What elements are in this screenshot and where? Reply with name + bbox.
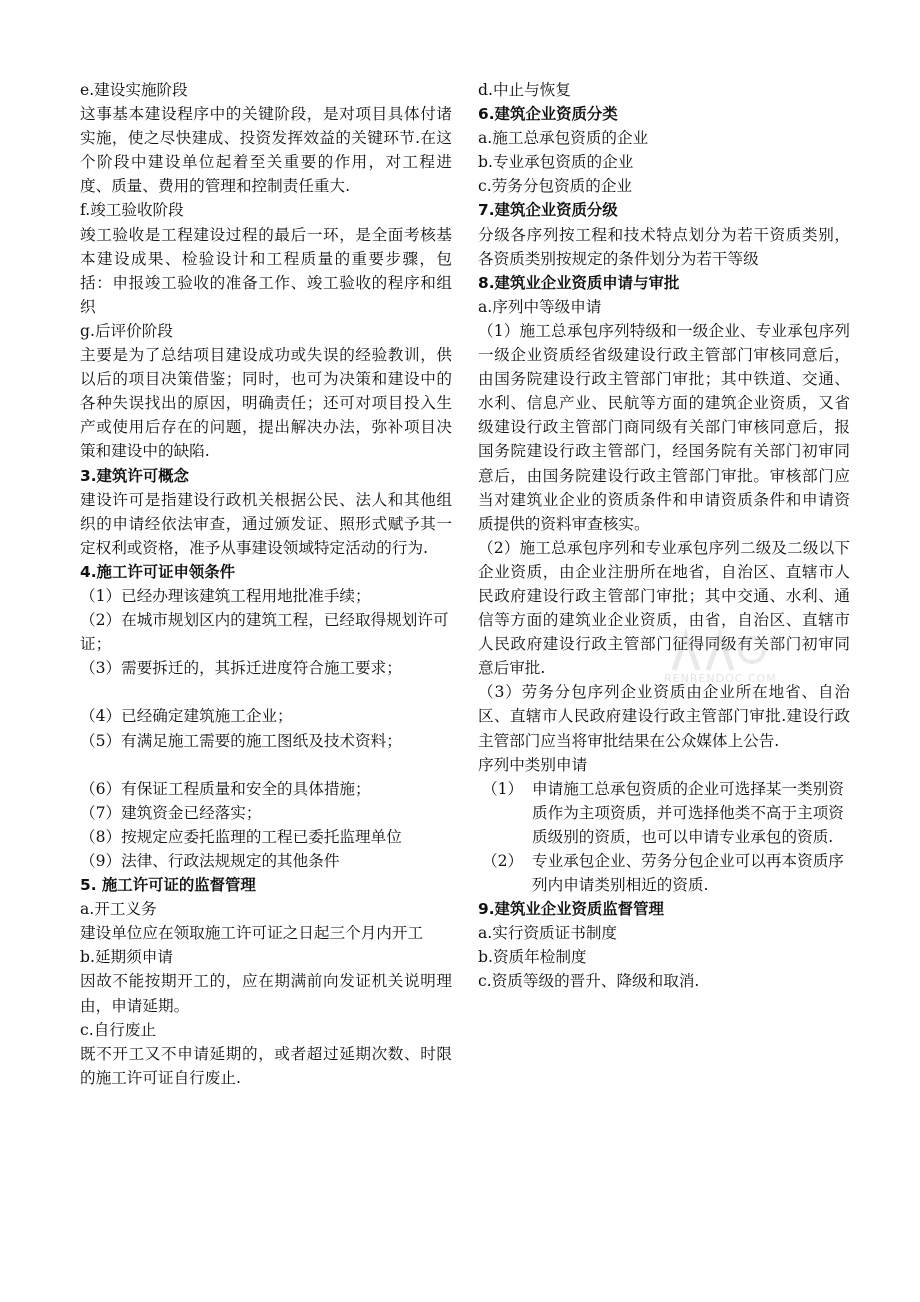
section-6-heading: 6.建筑企业资质分类 bbox=[478, 105, 618, 124]
stage-g-title: g.后评价阶段 bbox=[80, 321, 173, 340]
section-3-body: 建设许可是指建设行政机关根据公民、法人和其他组织的申请经依法审查，通过颁发证、照形式赋予其一定权利或资格，准予从事建设领域特定活动的行为. bbox=[80, 490, 452, 557]
left-column bbox=[80, 78, 452, 1090]
spacer bbox=[80, 753, 452, 777]
category-item bbox=[478, 777, 850, 849]
approval-paragraph-3: （3）劳务分包序列企业资质由企业所在地省、自治区、直辖市人民政府建设行政主管部门审批.建设行政主管部门应当将审批结果在公众媒体上公告. bbox=[478, 683, 850, 750]
section-4-heading: 4.施工许可证申领条件 bbox=[80, 562, 236, 581]
supervision-item: b.资质年检制度 bbox=[478, 948, 587, 967]
section-8-heading: 8.建筑业企业资质申请与审批 bbox=[478, 273, 680, 292]
subsection-a-title: a.开工义务 bbox=[80, 900, 157, 919]
category-item bbox=[478, 849, 850, 897]
watermark-text: RENRENDOC.COM bbox=[664, 672, 777, 685]
subsection-a-title: a.序列中等级申请 bbox=[478, 297, 602, 316]
condition-item: （9）法律、行政法规规定的其他条件 bbox=[80, 852, 340, 870]
section-3-heading: 3.建筑许可概念 bbox=[80, 466, 189, 485]
classification-item: b.专业承包资质的企业 bbox=[478, 153, 634, 172]
right-column bbox=[478, 78, 850, 994]
subsection-d-title: d.中止与恢复 bbox=[478, 81, 571, 99]
supervision-item: c.资质等级的晋升、降级和取消. bbox=[478, 972, 700, 991]
spacer bbox=[80, 680, 452, 704]
stage-g-body: 主要是为了总结项目建设成功或失误的经验教训，供以后的项目决策借鉴；同时，也可为决策和建设中的各种失误找出的原因，明确责任；还可对项目投入生产或使用后存在的问题，提出解决办法，弥补项目决策和建设中的缺陷. bbox=[80, 346, 452, 461]
category-application-title: 序列中类别申请 bbox=[478, 755, 588, 774]
condition-item: （1）已经办理该建筑工程用地批准手续； bbox=[80, 586, 371, 605]
condition-item: （6）有保证工程质量和安全的具体措施； bbox=[80, 779, 371, 798]
classification-item: a.施工总承包资质的企业 bbox=[478, 129, 649, 148]
category-item-text: 申请施工总承包资质的企业可选择某一类别资质作为主项资质，并可选择他类不高于主项资质级别的资质，也可以申请专业承包的资质. bbox=[532, 779, 844, 846]
stage-e-body: 这事基本建设程序中的关键阶段，是对项目具体付诸实施，使之尽快建成、投资发挥效益的关键环节.在这个阶段中建设单位起着至关重要的作用，对工程进度、质量、费用的管理和控制责任重大. bbox=[80, 105, 452, 196]
approval-paragraph-2: （2）施工总承包序列和专业承包序列二级及二级以下企业资质，由企业注册所在地省，自治区、直辖市人民政府建设行政主管部门审批；其中交通、水利、通信等方面的建筑业企业资质，由省，自治区、直辖市人民政府建设行政主管部门征得同级有关部门初审同意后审批. bbox=[478, 538, 850, 678]
subsection-b-body: 因故不能按期开工的，应在期满前向发证机关说明理由，申请延期。 bbox=[80, 972, 452, 1015]
subsection-a-body: 建设单位应在领取施工许可证之日起三个月内开工 bbox=[80, 924, 424, 943]
condition-item: （8）按规定应委托监理的工程已委托监理单位 bbox=[80, 827, 402, 846]
classification-item: c.劳务分包资质的企业 bbox=[478, 177, 633, 196]
section-7-body: 分级各序列按工程和技术特点划分为若干资质类别，各资质类别按规定的条件划分为若干等级 bbox=[478, 225, 850, 268]
condition-item: （3）需要拆迁的，其拆迁进度符合施工要求； bbox=[80, 659, 402, 678]
supervision-item: a.实行资质证书制度 bbox=[478, 924, 618, 943]
category-item-number: （2） bbox=[482, 852, 524, 870]
section-9-heading: 9.建筑业企业资质监督管理 bbox=[478, 900, 664, 919]
stage-e-title: e.建设实施阶段 bbox=[80, 81, 188, 99]
stage-f-body: 竣工验收是工程建设过程的最后一环，是全面考核基本建设成果、检验设计和工程质量的重要步骤，包括：申报竣工验收的准备工作、竣工验收的程序和组织 bbox=[80, 225, 452, 316]
section-7-heading: 7.建筑企业资质分级 bbox=[478, 201, 618, 220]
condition-item: （2）在城市规划区内的建筑工程，已经取得规划许可证； bbox=[80, 611, 449, 654]
condition-item: （4）已经确定建筑施工企业； bbox=[80, 707, 293, 726]
subsection-b-title: b.延期须申请 bbox=[80, 948, 173, 967]
stage-f-title: f.竣工验收阶段 bbox=[80, 201, 184, 220]
condition-item: （7）建筑资金已经落实； bbox=[80, 803, 262, 822]
subsection-c-body: 既不开工又不申请延期的，或者超过延期次数、时限的施工许可证自行废止. bbox=[80, 1044, 452, 1087]
category-item-text: 专业承包企业、劳务分包企业可以再本资质序列内申请类别相近的资质. bbox=[532, 852, 844, 895]
condition-item: （5）有满足施工需要的施工图纸及技术资料； bbox=[80, 731, 402, 750]
subsection-c-title: c.自行废止 bbox=[80, 1020, 157, 1039]
approval-paragraph-1: （1）施工总承包序列特级和一级企业、专业承包序列一级企业资质经省级建设行政主管部门审核同意后，由国务院建设行政主管部门审批；其中铁道、交通、水利、信息产业、民航等方面的建筑企业资质，又省级建设行政主管部门商同级有关部门审核同意后，报国务院建设行政主管部门，经国务院有关部门初审同意后，由国务院建设行政主管部门审批。审核部门应当对建筑业企业的资质条件和申请资质条件和申请资质提供的资料审查核实。 bbox=[478, 321, 850, 533]
category-item-number: （1） bbox=[482, 779, 524, 798]
section-5-heading: 5. 施工许可证的监督管理 bbox=[80, 876, 256, 895]
